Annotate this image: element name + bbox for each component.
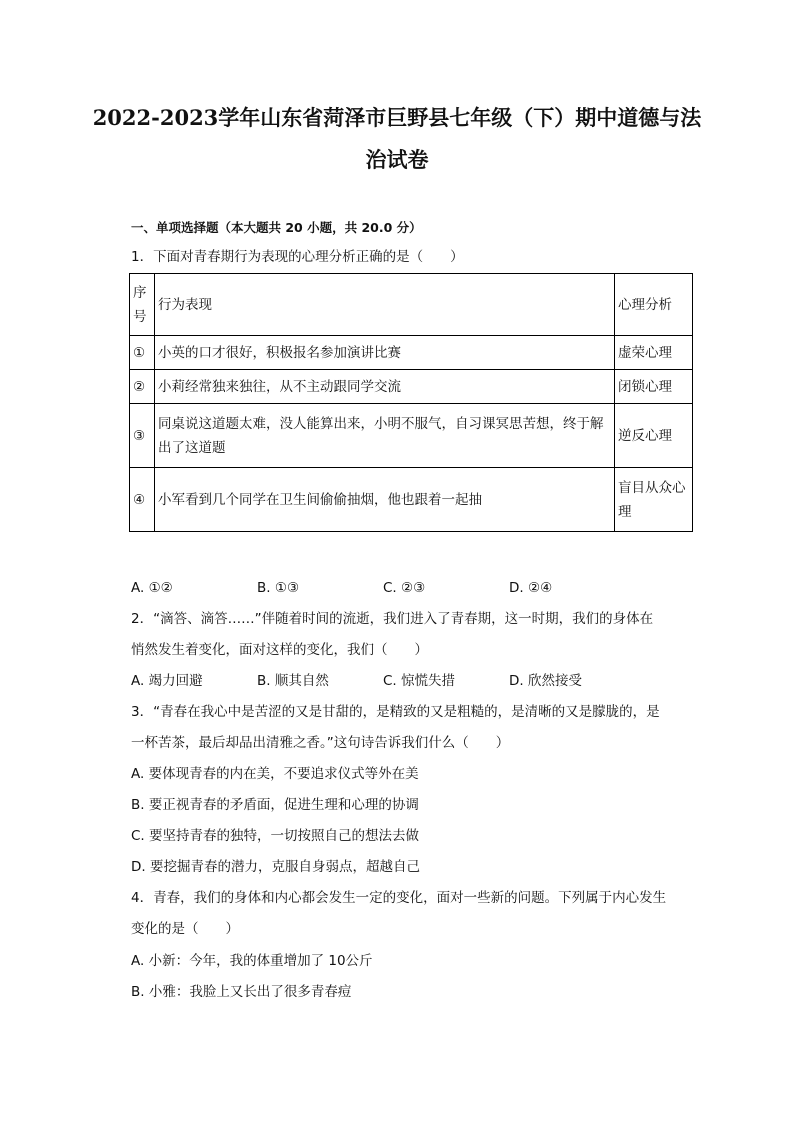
row-analysis-line2: 理 [618,503,632,520]
question-2-stem-line2: 悄然发生着变化，面对这样的变化，我们（ ） [131,642,428,658]
exam-title-line2: 治试卷 [365,147,429,172]
question-3-option-d: D. 要挖掘青春的潜力，克服自身弱点，超越自己 [131,859,420,875]
question-2-stem-line1: 2．“滴答、滴答……”伴随着时间的流逝，我们进入了青春期，这一时期，我们的身体在 [131,611,654,627]
section-heading: 一、单项选择题（本大题共 20 小题，共 20.0 分） [131,220,422,235]
row-number: ④ [130,468,155,532]
row-number: ① [130,336,155,370]
question-1-table [129,273,693,532]
table-row [130,370,693,404]
row-analysis-line1: 盲目从众心 [618,479,686,496]
table-row [130,404,693,468]
row-behavior-line1: 同桌说这道题太难，没人能算出来，小明不服气，自习课冥思苦想，终于解 [158,415,604,432]
question-1-options [131,578,635,598]
question-3-stem-line1: 3．“青春在我心中是苦涩的又是甘甜的，是精致的又是粗糙的，是清晰的又是朦胧的，是 [131,704,660,720]
question-4-option-a: A. 小新：今年，我的体重增加了 10公斤 [131,953,373,969]
option-b: B. 顺其自然 [257,673,329,689]
row-behavior-line2: 出了这道题 [158,439,226,456]
row-analysis: 逆反心理 [615,404,693,468]
header-cell-behavior: 行为表现 [155,274,615,336]
option-c: C. 惊慌失措 [383,673,456,689]
table-row [130,468,693,532]
row-behavior: 小莉经常独来独往，从不主动跟同学交流 [155,370,615,404]
row-behavior [155,404,615,468]
header-cell-analysis: 心理分析 [615,274,693,336]
exam-title-line1: 2022-2023学年山东省菏泽市巨野县七年级（下）期中道德与法 [92,105,702,130]
row-behavior: 小军看到几个同学在卫生间偷偷抽烟，他也跟着一起抽 [155,468,615,532]
header-number-line2: 号 [133,308,147,325]
question-4-option-b: B. 小雅：我脸上又长出了很多青春痘 [131,984,352,1000]
question-2-options [131,671,635,691]
row-analysis: 闭锁心理 [615,370,693,404]
question-3-option-c: C. 要坚持青春的独特，一切按照自己的想法去做 [131,828,420,844]
row-number: ② [130,370,155,404]
row-behavior: 小英的口才很好，积极报名参加演讲比赛 [155,336,615,370]
option-d: D. ②④ [509,580,553,596]
question-3-option-a: A. 要体现青春的内在美，不要追求仪式等外在美 [131,766,419,782]
question-4-stem-line1: 4．青春，我们的身体和内心都会发生一定的变化，面对一些新的问题。下列属于内心发生 [131,890,667,906]
table-header-row [130,274,693,336]
table-row [130,336,693,370]
option-c: C. ②③ [383,580,426,596]
header-cell-number [130,274,155,336]
row-number: ③ [130,404,155,468]
option-b: B. ①③ [257,580,300,596]
option-a: A. ①② [131,580,173,596]
row-analysis [615,468,693,532]
question-3-stem-line2: 一杯苦茶，最后却品出清雅之香。”这句诗告诉我们什么（ ） [131,735,510,751]
option-d: D. 欣然接受 [509,673,582,689]
question-3-option-b: B. 要正视青春的矛盾面，促进生理和心理的协调 [131,797,419,813]
header-number-line1: 序 [133,284,147,301]
question-1-stem: 1．下面对青春期行为表现的心理分析正确的是（ ） [131,249,464,265]
question-4-stem-line2: 变化的是（ ） [131,921,239,937]
row-analysis: 虚荣心理 [615,336,693,370]
option-a: A. 竭力回避 [131,673,203,689]
